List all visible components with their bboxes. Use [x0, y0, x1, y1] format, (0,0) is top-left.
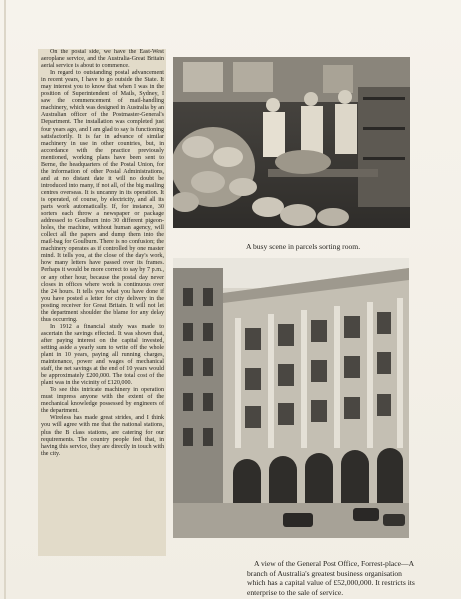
article-column [38, 49, 166, 556]
post-office-photo [173, 258, 409, 538]
sorting-room-caption: A busy scene in parcels sorting room. [246, 242, 361, 251]
sorting-room-photo [173, 57, 410, 228]
article-paragraph: In 1912 a financial study was made to ascertain the savings effected. It was shown that, after paying interest on the capital invested, setting aside a yearly sum to write off the whole plant in 10 years, paying all running charges, maintenance, power and wages of mechanical staff, the net savings at the end of 10 years would be approximately £200,000. The total cost of the plant was in the vicinity of £120,000. [41, 323, 164, 387]
article-paragraph: To see this intricate machinery in operation must impress anyone with the extent of the mechanical knowledge possessed by engineers of the department. [41, 387, 164, 415]
article-paragraph: On the postal side, we have the East-West aeroplane service, and the Australia-Great Britain aerial service is about to commence. [41, 49, 164, 70]
page-edge [4, 0, 6, 599]
article-paragraph: In regard to outstanding postal advancement in recent years, I have to go outside the State. It may interest you to know that when I was in the position of Superintendent of Mails, Sydney, I saw the commencement of mail-handling machinery, which was designed in Australia by an Australian officer of the Postmaster-General's Department. The installation was completed just four years ago, and I am glad to say is functioning satisfactorily. It is far in advance of similar machinery in use in other countries, but, in accordance with the practice previously mentioned, working plans have been sent to Berne, the headquarters of the Postal Union, for the information of other Postal Administrations, and at no distant date it will no doubt be introduced into many, if not all, of the big mailing centres overseas. It is uncanny in its operation. It is operated, of course, by electricity, and all its parts work automatically. If, for instance, 30 sorters each throw a newspaper or package addressed to Goulburn into 30 different pigeon-holes, the machine, without human agency, will collect all the papers and dump them into the mail-bag for Goulburn. There is no confusion; the machinery operates as if controlled by one master mind. It tells you, at the close of the day's work, how many letters have passed over its frames. Perhaps it would be more correct to say by 7 p.m., or any other hour, because the postal day never closes in offices where work is continuous over the 24 hours. It tells you what you have done if you have posted a letter for city delivery in the posting receiver for Great Britain. It will not let the department shoulder the blame for any delay thus occurring. [41, 70, 164, 323]
article-paragraph: Wireless has made great strides, and I think you will agree with me that the national stations, plus the B class stations, are catering for our requirements. The country people feel that, in having this service, they are directly in touch with the city. [41, 415, 164, 457]
post-office-caption: A view of the General Post Office, Forrest-place—A branch of Australia's greatest business organisation which has a capital value of £52,000,000. It restricts its enterprise to the sale of service. [247, 559, 415, 597]
